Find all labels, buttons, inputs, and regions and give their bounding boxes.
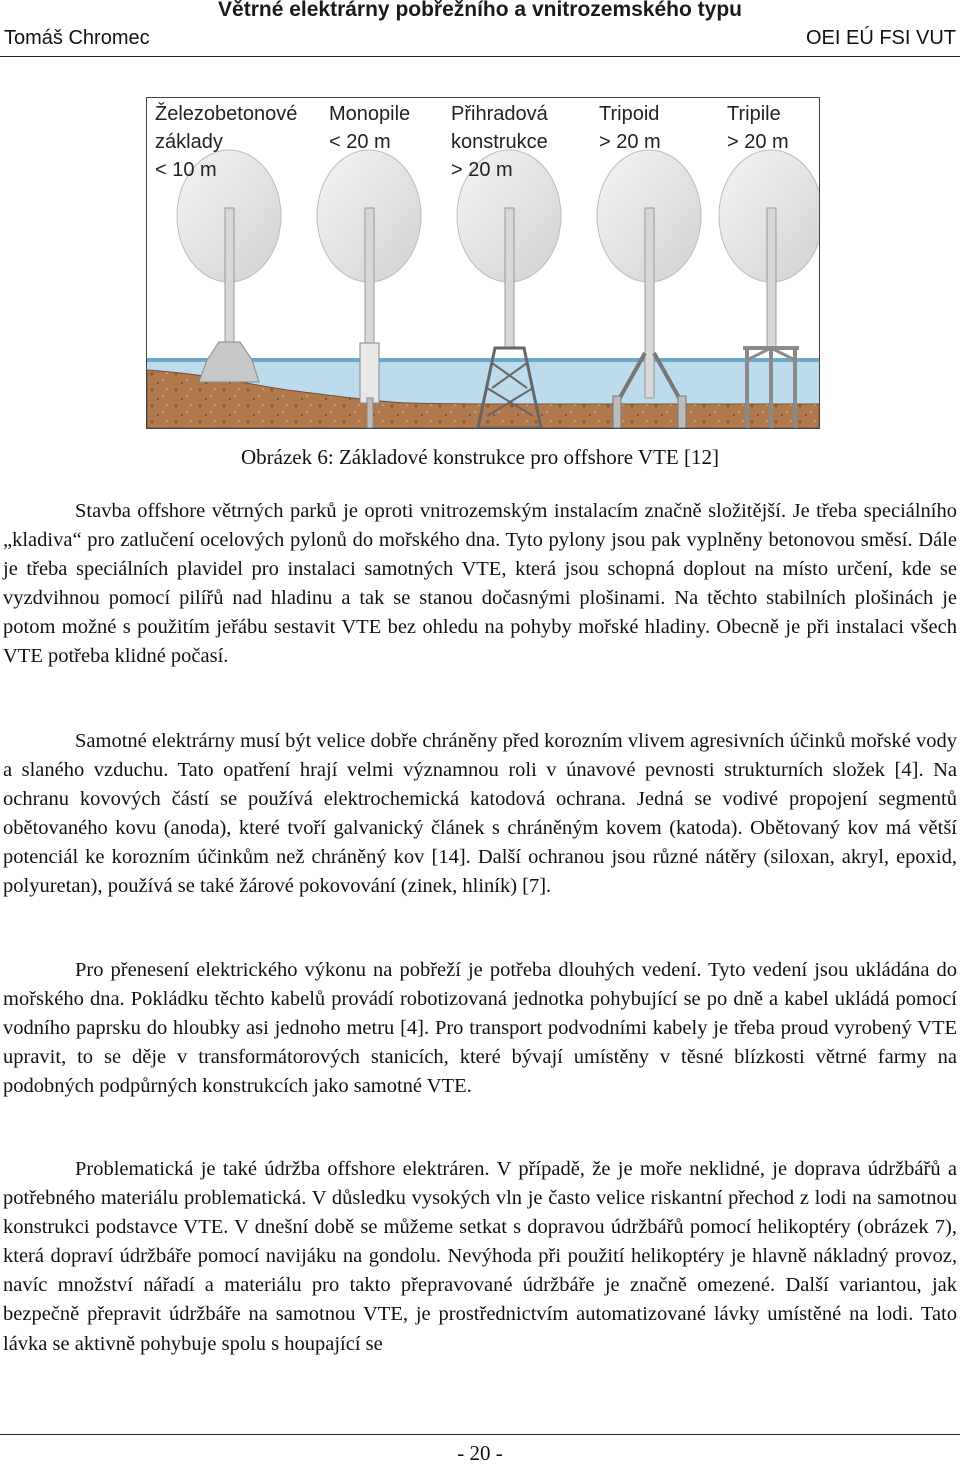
label-gravity-base: Železobetonové základy < 10 m: [155, 103, 298, 181]
page-number: - 20 -: [457, 1441, 503, 1465]
footer-rule: [0, 1434, 960, 1435]
page-header-author: Tomáš Chromec: [4, 27, 150, 49]
foundation-figure: [146, 97, 820, 429]
header-rule: [0, 56, 960, 57]
paragraph-corrosion: Samotné elektrárny musí být velice dobře chráněny před korozním vlivem agresivních účinků mořské vody a slaného vzduchu. Tato opatření hrají velmi významnou roli v únavové pevnosti strukturních složek [4]. Na ochranu kovových částí se používá elektrochemická katodová ochrana. Jedná se vodivé propojení segmentů obětovaného kovu (anoda), které tvoří galvanický článek s chráněným kovem (katoda). Obětovaný kov má větší potenciál ke korozním účinkům než chráněný kov [14]. Další ochranou jsou různé nátěry (siloxan, akryl, epoxid, polyuretan), používá se také žárové pokovování (zinek, hliník) [7].: [3, 730, 957, 898]
label-tripile: Tripile > 20 m: [727, 103, 789, 153]
figure-caption: Obrázek 6: Základové konstrukce pro offshore VTE [12]: [241, 445, 719, 469]
page-header-title: Větrné elektrárny pobřežního a vnitrozemského typu: [218, 0, 742, 21]
paragraph-maintenance: Problematická je také údržba offshore elektráren. V případě, že je moře neklidné, je doprava údržbářů a potřebného materiálu problematická. V důsledku vysokých vln je často velice riskantní přechod z lodi na samotnou konstrukci podstavce VTE. V dnešní době se můžeme setkat s dopravou údržbářů pomocí helikoptéry (obrázek 7), která dopraví údržbáře pomocí navijáku na gondolu. Nevýhoda při použití helikoptéry je hlavně nákladný provoz, navíc množství nářadí a materiálu pro takto přepravované údržbáře je značně omezené. Další variantou, jak bezpečně přepravit údržbáře na samotnou VTE, je prostřednictvím automatizované lávky umístěné na lodi. Tato lávka se aktivně pohybuje spolu s houpající se: [3, 1158, 957, 1355]
paragraph-construction: Stavba offshore větrných parků je oproti vnitrozemským instalacím značně složitější. Je třeba speciálního „kladiva“ pro zatlučení ocelových pylonů do mořského dna. Tyto pylony jsou pak vyplněny betonovou směsí. Dále je třeba speciálních plavidel pro instalaci samotných VTE, která jsou schopná doplout na místo určení, kde se vyzdvihnou pomocí pilířů nad hladinu a tak se stanou dočasnými plošinami. Na těchto stabilních plošinách je potom možné s použitím jeřábu sestavit VTE bez ohledu na pohyby mořské hladiny. Obecně je při instalaci všech VTE potřeba klidné počasí.: [3, 500, 957, 668]
turbine-gravity-base: [177, 150, 281, 382]
paragraph-cables: Pro přenesení elektrického výkonu na pobřeží je potřeba dlouhých vedení. Tyto vedení jsou ukládána do mořského dna. Pokládku těchto kabelů provádí robotizovaná jednotka pohybující se po dně a kabel ukládá pomocí vodního paprsku do hloubky asi jednoho metru [4]. Pro transport podvodními kabely je třeba proud vyrobený VTE upravit, to se děje v transformátorových stanicích, které bývají umístěny v těsné blízkosti větrné farmy na podobných podpůrných konstrukcích jako samotné VTE.: [3, 959, 957, 1098]
label-jacket: Přihradová konstrukce > 20 m: [451, 103, 548, 181]
label-tripod: Tripoid > 20 m: [599, 103, 661, 153]
label-monopile: Monopile < 20 m: [329, 103, 411, 153]
page-header-institution: OEI EÚ FSI VUT: [805, 27, 956, 49]
